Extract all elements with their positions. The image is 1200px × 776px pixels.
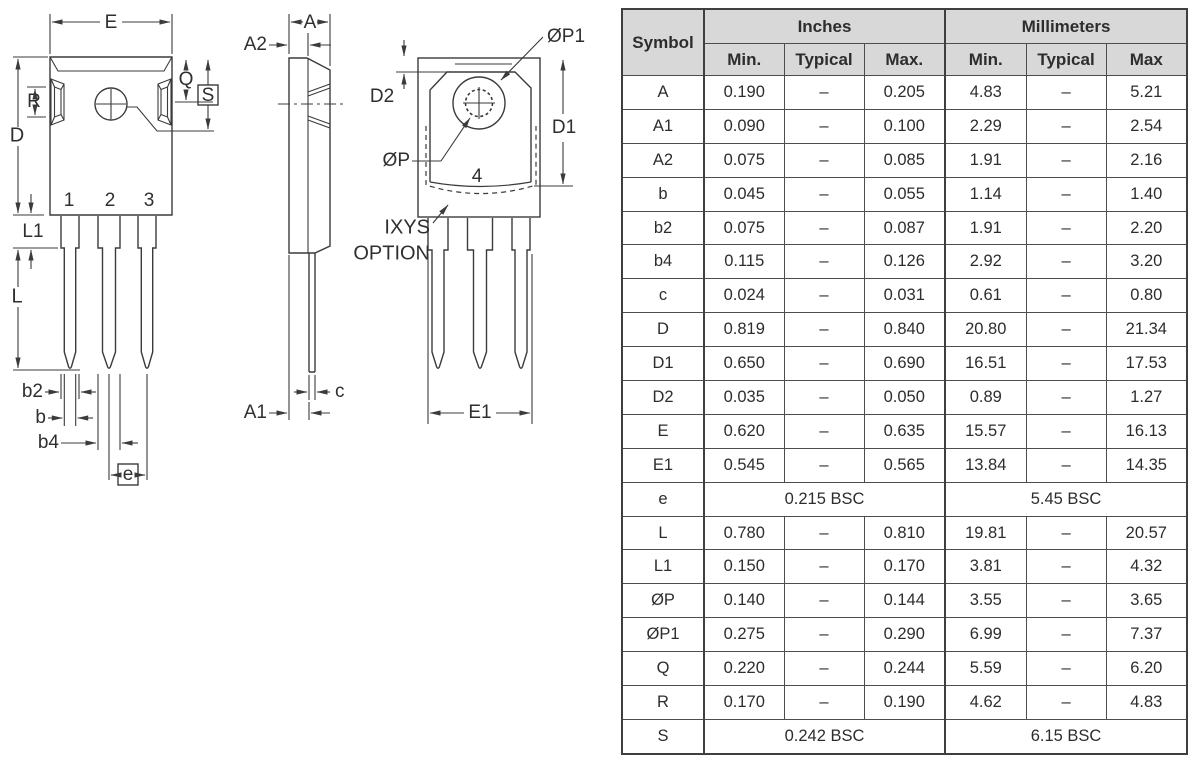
cell-in-max: 0.205 xyxy=(864,76,945,110)
cell-in-max: 0.050 xyxy=(864,381,945,415)
cell-in-min: 0.115 xyxy=(704,245,784,279)
dim-b2-label: b2 xyxy=(21,381,43,403)
cell-in-min: 0.780 xyxy=(704,516,784,550)
cell-in-typical: – xyxy=(784,245,864,279)
cell-mm-min: 19.81 xyxy=(945,516,1026,550)
table-row xyxy=(622,109,1187,143)
cell-symbol: A xyxy=(622,76,704,110)
cell-in-min: 0.075 xyxy=(704,211,784,245)
cell-in-max: 0.055 xyxy=(864,177,945,211)
cell-mm-typical: – xyxy=(1026,381,1106,415)
table-row xyxy=(622,414,1187,448)
dim-L xyxy=(11,250,80,370)
table-row xyxy=(622,719,1187,753)
pin-number-labels xyxy=(64,190,155,211)
dim-D2 xyxy=(370,40,404,107)
cell-in-max: 0.085 xyxy=(864,143,945,177)
cell-mm-typical: – xyxy=(1026,686,1106,720)
dim-A2 xyxy=(244,33,331,56)
cell-mm-max: 21.34 xyxy=(1106,313,1187,347)
cell-in-min: 0.140 xyxy=(704,584,784,618)
dim-e xyxy=(109,374,147,485)
cell-in-max: 0.100 xyxy=(864,109,945,143)
front-mounting-hole xyxy=(95,88,127,120)
dim-b2 xyxy=(22,374,96,402)
cell-mm-min: 3.55 xyxy=(945,584,1026,618)
cell-symbol: D2 xyxy=(622,381,704,415)
dim-c xyxy=(294,375,345,402)
table-row xyxy=(622,448,1187,482)
cell-symbol: b4 xyxy=(622,245,704,279)
table-row xyxy=(622,652,1187,686)
cell-in-min: 0.170 xyxy=(704,686,784,720)
cell-in-typical: – xyxy=(784,313,864,347)
cell-symbol: b xyxy=(622,177,704,211)
table-row xyxy=(622,550,1187,584)
table-row xyxy=(622,347,1187,381)
cell-in-max: 0.126 xyxy=(864,245,945,279)
cell-mm-typical: – xyxy=(1026,414,1106,448)
cell-in-typical: – xyxy=(784,177,864,211)
cell-mm-max: 2.16 xyxy=(1106,143,1187,177)
cell-symbol: A1 xyxy=(622,109,704,143)
front-left-notch xyxy=(51,79,64,125)
dim-A-label: A xyxy=(303,12,317,34)
cell-in-typical: – xyxy=(784,381,864,415)
dim-b xyxy=(35,374,93,428)
front-pin-3 xyxy=(138,216,156,368)
dim-A1-label: A1 xyxy=(243,402,267,424)
table-row xyxy=(622,618,1187,652)
cell-in-max: 0.190 xyxy=(864,686,945,720)
cell-in-max: 0.170 xyxy=(864,550,945,584)
header-symbol: Symbol xyxy=(622,9,704,76)
cell-mm-min: 1.91 xyxy=(945,211,1026,245)
cell-in-min: 0.220 xyxy=(704,652,784,686)
cell-in-max: 0.087 xyxy=(864,211,945,245)
table-row xyxy=(622,381,1187,415)
cell-mm-min: 2.92 xyxy=(945,245,1026,279)
cell-mm-typical: – xyxy=(1026,109,1106,143)
header-mm-min: Min. xyxy=(945,44,1026,76)
header-inches-group: Inches xyxy=(704,9,945,44)
front-view xyxy=(10,12,218,485)
table-row xyxy=(622,245,1187,279)
table-row xyxy=(622,76,1187,110)
cell-in-typical: – xyxy=(784,652,864,686)
cell-mm-max: 20.57 xyxy=(1106,516,1187,550)
cell-mm-min: 4.62 xyxy=(945,686,1026,720)
cell-mm-max: 4.83 xyxy=(1106,686,1187,720)
header-row-subcolumns xyxy=(622,44,1187,76)
pin1-label: 1 xyxy=(63,190,75,212)
cell-symbol: R xyxy=(622,686,704,720)
table-row xyxy=(622,686,1187,720)
cell-mm-max: 1.27 xyxy=(1106,381,1187,415)
cell-in-max: 0.810 xyxy=(864,516,945,550)
table-row xyxy=(622,313,1187,347)
cell-mm-typical: – xyxy=(1026,652,1106,686)
cell-mm-typical: – xyxy=(1026,313,1106,347)
cell-mm-max: 6.20 xyxy=(1106,652,1187,686)
cell-mm-max: 4.32 xyxy=(1106,550,1187,584)
dim-S xyxy=(198,60,218,129)
cell-mm-typical: – xyxy=(1026,143,1106,177)
cell-in-typical: – xyxy=(784,143,864,177)
cell-in-min: 0.190 xyxy=(704,76,784,110)
cell-mm-max: 3.65 xyxy=(1106,584,1187,618)
cell-symbol: ØP1 xyxy=(622,618,704,652)
cell-inches-bsc: 0.242 BSC xyxy=(704,719,945,753)
cell-mm-typical: – xyxy=(1026,618,1106,652)
front-pin-2 xyxy=(98,216,120,368)
cell-inches-bsc: 0.215 BSC xyxy=(704,482,945,516)
cell-in-typical: – xyxy=(784,76,864,110)
cell-mm-max: 0.80 xyxy=(1106,279,1187,313)
cell-mm-min: 0.61 xyxy=(945,279,1026,313)
cell-symbol: e xyxy=(622,482,704,516)
dimension-table-container xyxy=(621,8,1188,755)
cell-mm-max: 17.53 xyxy=(1106,347,1187,381)
cell-in-typical: – xyxy=(784,584,864,618)
cell-in-max: 0.565 xyxy=(864,448,945,482)
cell-mm-typical: – xyxy=(1026,76,1106,110)
cell-in-max: 0.290 xyxy=(864,618,945,652)
dim-D-label: D xyxy=(9,124,25,147)
cell-symbol: A2 xyxy=(622,143,704,177)
table-row xyxy=(622,279,1187,313)
cell-symbol: c xyxy=(622,279,704,313)
cell-mm-max: 2.54 xyxy=(1106,109,1187,143)
header-row-groups xyxy=(622,9,1187,44)
dim-R-label: R xyxy=(27,91,41,113)
cell-mm-bsc: 5.45 BSC xyxy=(945,482,1187,516)
pin2-label: 2 xyxy=(104,190,116,212)
cell-in-min: 0.819 xyxy=(704,313,784,347)
cell-in-max: 0.244 xyxy=(864,652,945,686)
dim-E1-label: E1 xyxy=(468,402,492,424)
cell-mm-typical: – xyxy=(1026,279,1106,313)
cell-in-max: 0.635 xyxy=(864,414,945,448)
table-row xyxy=(622,482,1187,516)
cell-in-typical: – xyxy=(784,279,864,313)
back-tab-outline xyxy=(396,72,531,187)
dim-L1 xyxy=(13,194,58,269)
cell-in-min: 0.275 xyxy=(704,618,784,652)
cell-symbol: D xyxy=(622,313,704,347)
back-pin-1 xyxy=(428,218,448,368)
cell-mm-typical: – xyxy=(1026,550,1106,584)
cell-in-min: 0.650 xyxy=(704,347,784,381)
header-in-min: Min. xyxy=(704,44,784,76)
cell-mm-min: 5.59 xyxy=(945,652,1026,686)
front-pins xyxy=(61,216,156,368)
cell-mm-max: 1.40 xyxy=(1106,177,1187,211)
cell-in-typical: – xyxy=(784,109,864,143)
cell-mm-min: 1.91 xyxy=(945,143,1026,177)
pin3-label: 3 xyxy=(143,190,155,212)
cell-in-max: 0.031 xyxy=(864,279,945,313)
cell-in-min: 0.150 xyxy=(704,550,784,584)
cell-in-min: 0.035 xyxy=(704,381,784,415)
cell-mm-min: 3.81 xyxy=(945,550,1026,584)
cell-mm-min: 1.14 xyxy=(945,177,1026,211)
cell-mm-min: 13.84 xyxy=(945,448,1026,482)
back-pins xyxy=(428,218,530,368)
cell-symbol: ØP xyxy=(622,584,704,618)
cell-in-min: 0.024 xyxy=(704,279,784,313)
side-view xyxy=(244,12,347,423)
side-lead xyxy=(309,253,315,372)
cell-mm-max: 5.21 xyxy=(1106,76,1187,110)
cell-in-typical: – xyxy=(784,414,864,448)
dim-table-body xyxy=(622,76,1187,754)
cell-in-typical: – xyxy=(784,618,864,652)
back-pin-2 xyxy=(468,218,493,368)
cell-mm-typical: – xyxy=(1026,347,1106,381)
back-view xyxy=(353,26,585,424)
cell-mm-min: 6.99 xyxy=(945,618,1026,652)
dim-Q-label: Q xyxy=(178,69,194,91)
cell-mm-typical: – xyxy=(1026,245,1106,279)
cell-in-typical: – xyxy=(784,448,864,482)
table-row xyxy=(622,211,1187,245)
cell-mm-typical: – xyxy=(1026,516,1106,550)
dimension-table xyxy=(621,8,1188,755)
dim-S-label: S xyxy=(201,85,215,107)
dim-L1-label: L1 xyxy=(22,221,44,243)
table-row xyxy=(622,584,1187,618)
cell-symbol: b2 xyxy=(622,211,704,245)
cell-mm-min: 4.83 xyxy=(945,76,1026,110)
dim-b4 xyxy=(38,374,138,453)
dim-diaP-label: ØP xyxy=(382,150,410,172)
cell-mm-min: 16.51 xyxy=(945,347,1026,381)
dim-E-label: E xyxy=(104,12,118,34)
header-in-typical: Typical xyxy=(784,44,864,76)
dim-R xyxy=(27,87,46,117)
cell-symbol: E xyxy=(622,414,704,448)
cell-mm-max: 2.20 xyxy=(1106,211,1187,245)
tab-pin4-label: 4 xyxy=(471,166,483,188)
cell-symbol: D1 xyxy=(622,347,704,381)
cell-in-typical: – xyxy=(784,550,864,584)
cell-in-typical: – xyxy=(784,347,864,381)
cell-in-min: 0.545 xyxy=(704,448,784,482)
dim-L-label: L xyxy=(11,285,23,308)
cell-in-typical: – xyxy=(784,211,864,245)
cell-mm-min: 2.29 xyxy=(945,109,1026,143)
cell-in-min: 0.620 xyxy=(704,414,784,448)
cell-symbol: Q xyxy=(622,652,704,686)
front-right-notch xyxy=(158,79,171,125)
dim-diaP1-label: ØP1 xyxy=(547,26,586,48)
back-mounting-hole xyxy=(453,77,505,129)
header-mm-max: Max xyxy=(1106,44,1187,76)
table-row xyxy=(622,516,1187,550)
dim-c-label: c xyxy=(335,381,345,403)
cell-mm-typical: – xyxy=(1026,177,1106,211)
dim-e-label: e xyxy=(122,464,134,486)
cell-mm-min: 0.89 xyxy=(945,381,1026,415)
ixys-option-line1: IXYS xyxy=(384,216,430,239)
cell-mm-max: 3.20 xyxy=(1106,245,1187,279)
dim-A2-label: A2 xyxy=(243,34,267,56)
dim-D1-label: D1 xyxy=(551,117,577,139)
side-body-outline xyxy=(289,58,330,253)
front-pin-1 xyxy=(61,216,79,368)
dimension-table-header xyxy=(622,9,1187,76)
cell-in-max: 0.690 xyxy=(864,347,945,381)
header-mm-group: Millimeters xyxy=(945,9,1187,44)
dim-E xyxy=(50,12,172,54)
table-row xyxy=(622,177,1187,211)
dim-D2-label: D2 xyxy=(369,86,395,108)
cell-mm-min: 20.80 xyxy=(945,313,1026,347)
cell-in-min: 0.045 xyxy=(704,177,784,211)
cell-mm-max: 14.35 xyxy=(1106,448,1187,482)
ixys-option-callout xyxy=(353,205,448,264)
cell-in-min: 0.090 xyxy=(704,109,784,143)
cell-mm-max: 16.13 xyxy=(1106,414,1187,448)
cell-in-typical: – xyxy=(784,516,864,550)
table-row xyxy=(622,143,1187,177)
cell-mm-typical: – xyxy=(1026,584,1106,618)
cell-mm-bsc: 6.15 BSC xyxy=(945,719,1187,753)
cell-in-max: 0.144 xyxy=(864,584,945,618)
cell-symbol: L xyxy=(622,516,704,550)
cell-in-max: 0.840 xyxy=(864,313,945,347)
cell-symbol: L1 xyxy=(622,550,704,584)
dim-b-label: b xyxy=(35,407,46,429)
cell-symbol: E1 xyxy=(622,448,704,482)
cell-mm-typical: – xyxy=(1026,448,1106,482)
cell-mm-max: 7.37 xyxy=(1106,618,1187,652)
back-pin-3 xyxy=(512,218,530,368)
cell-in-min: 0.075 xyxy=(704,143,784,177)
dim-D xyxy=(10,57,48,215)
dim-A1 xyxy=(244,255,330,423)
dim-b4-label: b4 xyxy=(37,432,59,454)
cell-symbol: S xyxy=(622,719,704,753)
cell-mm-min: 15.57 xyxy=(945,414,1026,448)
cell-in-typical: – xyxy=(784,686,864,720)
header-mm-typical: Typical xyxy=(1026,44,1106,76)
ixys-option-line2: OPTION xyxy=(353,242,430,265)
cell-mm-typical: – xyxy=(1026,211,1106,245)
header-in-max: Max. xyxy=(864,44,945,76)
